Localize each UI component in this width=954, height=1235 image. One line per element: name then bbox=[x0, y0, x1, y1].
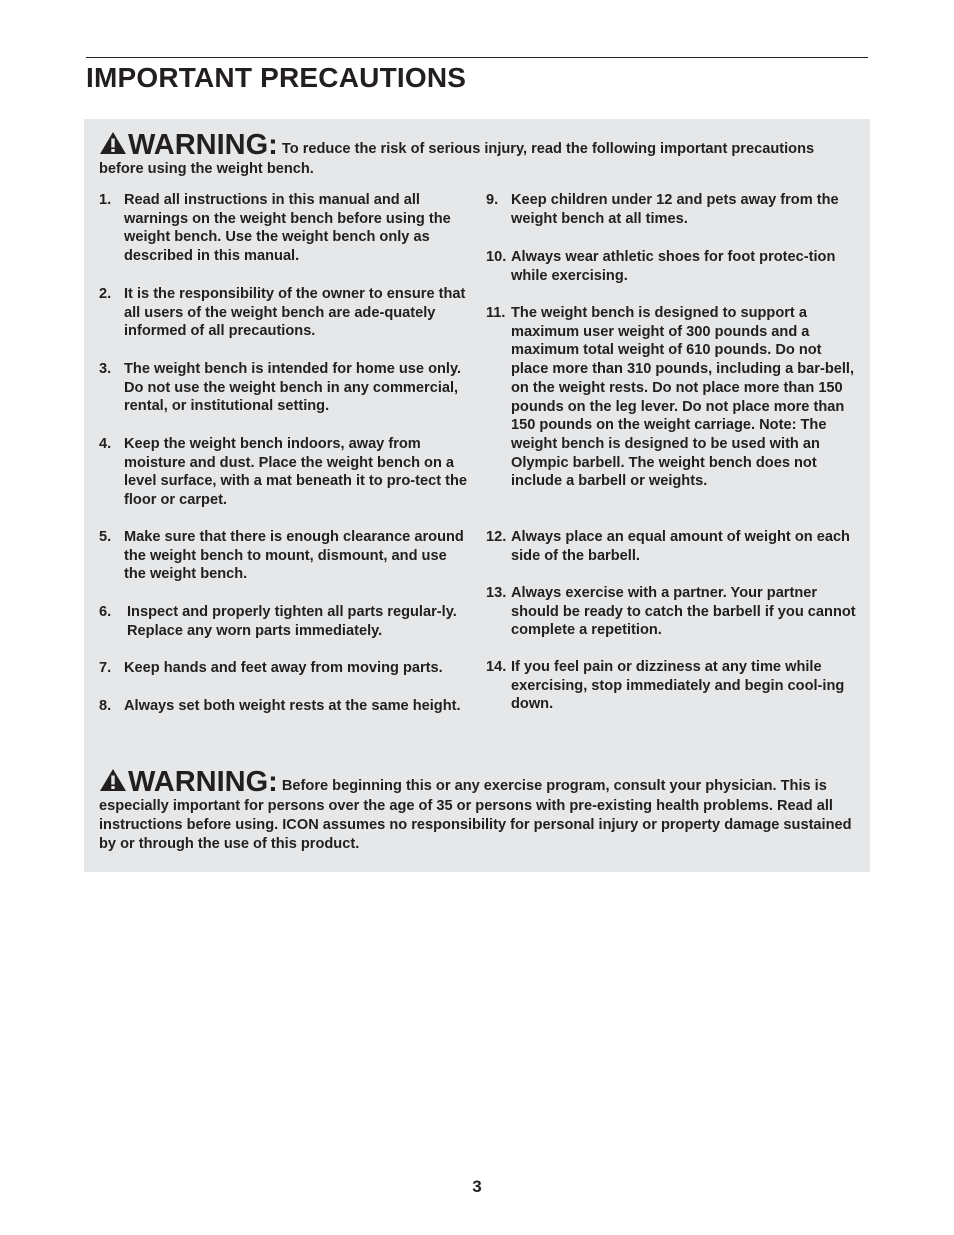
warning-label: WARNING: bbox=[128, 129, 278, 161]
page-number: 3 bbox=[472, 1177, 482, 1196]
item-number: 1. bbox=[99, 192, 112, 208]
item-text: The weight bench is intended for home use only. Do not use the weight bench in any commercial, rental, or institutional setting. bbox=[124, 361, 462, 415]
list-item bbox=[486, 304, 858, 491]
warning-triangle-icon bbox=[99, 131, 127, 155]
list-item bbox=[99, 603, 471, 640]
list-item bbox=[486, 248, 858, 285]
item-number: 6. bbox=[99, 604, 112, 620]
item-text: Inspect and properly tighten all parts regular-ly. Replace any worn parts immediately. bbox=[127, 604, 457, 639]
item-number: 2. bbox=[99, 286, 112, 302]
item-text: Always exercise with a partner. Your partner should be ready to catch the barbell if you cannot complete a repetition. bbox=[511, 585, 856, 639]
list-item bbox=[99, 659, 471, 678]
warning-text: Before beginning this or any exercise program, consult your physician. This is especially important for persons over the age of 35 or persons with pre-existing health problems. Read all instructions before using. ICON assumes no responsibility for personal injury or property damage sustained by or through the use of this product. bbox=[99, 778, 852, 852]
list-item bbox=[99, 360, 471, 416]
item-text: Always place an equal amount of weight on each side of the barbell. bbox=[511, 529, 850, 564]
warning-bottom bbox=[99, 768, 859, 854]
item-text: If you feel pain or dizziness at any time while exercising, stop immediately and begin cool-ing down. bbox=[511, 659, 845, 713]
item-number: 7. bbox=[99, 660, 112, 676]
item-number: 3. bbox=[99, 361, 112, 377]
warning-triangle-icon bbox=[99, 768, 127, 792]
item-number: 8. bbox=[99, 698, 112, 714]
list-item bbox=[99, 285, 471, 341]
page-title: IMPORTANT PRECAUTIONS bbox=[86, 62, 467, 93]
item-text: Keep children under 12 and pets away from the weight bench at all times. bbox=[511, 192, 839, 227]
item-text: Always wear athletic shoes for foot protec-tion while exercising. bbox=[511, 249, 836, 284]
precautions-panel bbox=[84, 119, 870, 872]
list-item bbox=[99, 697, 471, 716]
list-item bbox=[486, 191, 858, 228]
top-rule bbox=[86, 57, 868, 58]
item-text: Read all instructions in this manual and all warnings on the weight bench before using the weight bench. Use the weight bench only as described in this manual. bbox=[124, 192, 451, 265]
warning-label: WARNING: bbox=[128, 766, 278, 798]
item-text: Always set both weight rests at the same height. bbox=[124, 698, 461, 714]
list-item bbox=[486, 584, 858, 640]
item-number: 9. bbox=[486, 192, 499, 208]
item-number: 12. bbox=[486, 529, 507, 545]
warning-text: To reduce the risk of serious injury, read the following important precautions before using the weight bench. bbox=[99, 141, 815, 177]
item-text: Keep the weight bench indoors, away from moisture and dust. Place the weight bench on a level surface, with a mat beneath it to pro-tect the floor or carpet. bbox=[124, 436, 468, 509]
item-number: 11. bbox=[486, 305, 506, 321]
item-text: Keep hands and feet away from moving parts. bbox=[124, 660, 443, 676]
item-number: 14. bbox=[486, 659, 507, 675]
list-item bbox=[99, 191, 471, 266]
item-text: Make sure that there is enough clearance around the weight bench to mount, dismount, and use the weight bench. bbox=[124, 529, 464, 583]
item-number: 4. bbox=[99, 436, 112, 452]
list-item bbox=[486, 658, 858, 714]
item-number: 10. bbox=[486, 249, 507, 265]
list-item bbox=[99, 528, 471, 584]
item-text: It is the responsibility of the owner to ensure that all users of the weight bench are ade-quately informed of all precautions. bbox=[124, 286, 466, 340]
warning-top bbox=[99, 131, 859, 179]
item-text: The weight bench is designed to support a maximum user weight of 300 pounds and a maximum total weight of 610 pounds. Do not place more than 310 pounds, including a bar-bell, on the weight rests. Do not place more than 150 pounds on the leg lever. Do not place more than 150 pounds on the weight carriage. Note: The weight bench is designed to be used with an Olympic barbell. The weight bench does not include a barbell or weights. bbox=[511, 305, 855, 490]
list-item bbox=[486, 528, 858, 565]
item-number: 13. bbox=[486, 585, 507, 601]
list-item bbox=[99, 435, 471, 510]
item-number: 5. bbox=[99, 529, 112, 545]
